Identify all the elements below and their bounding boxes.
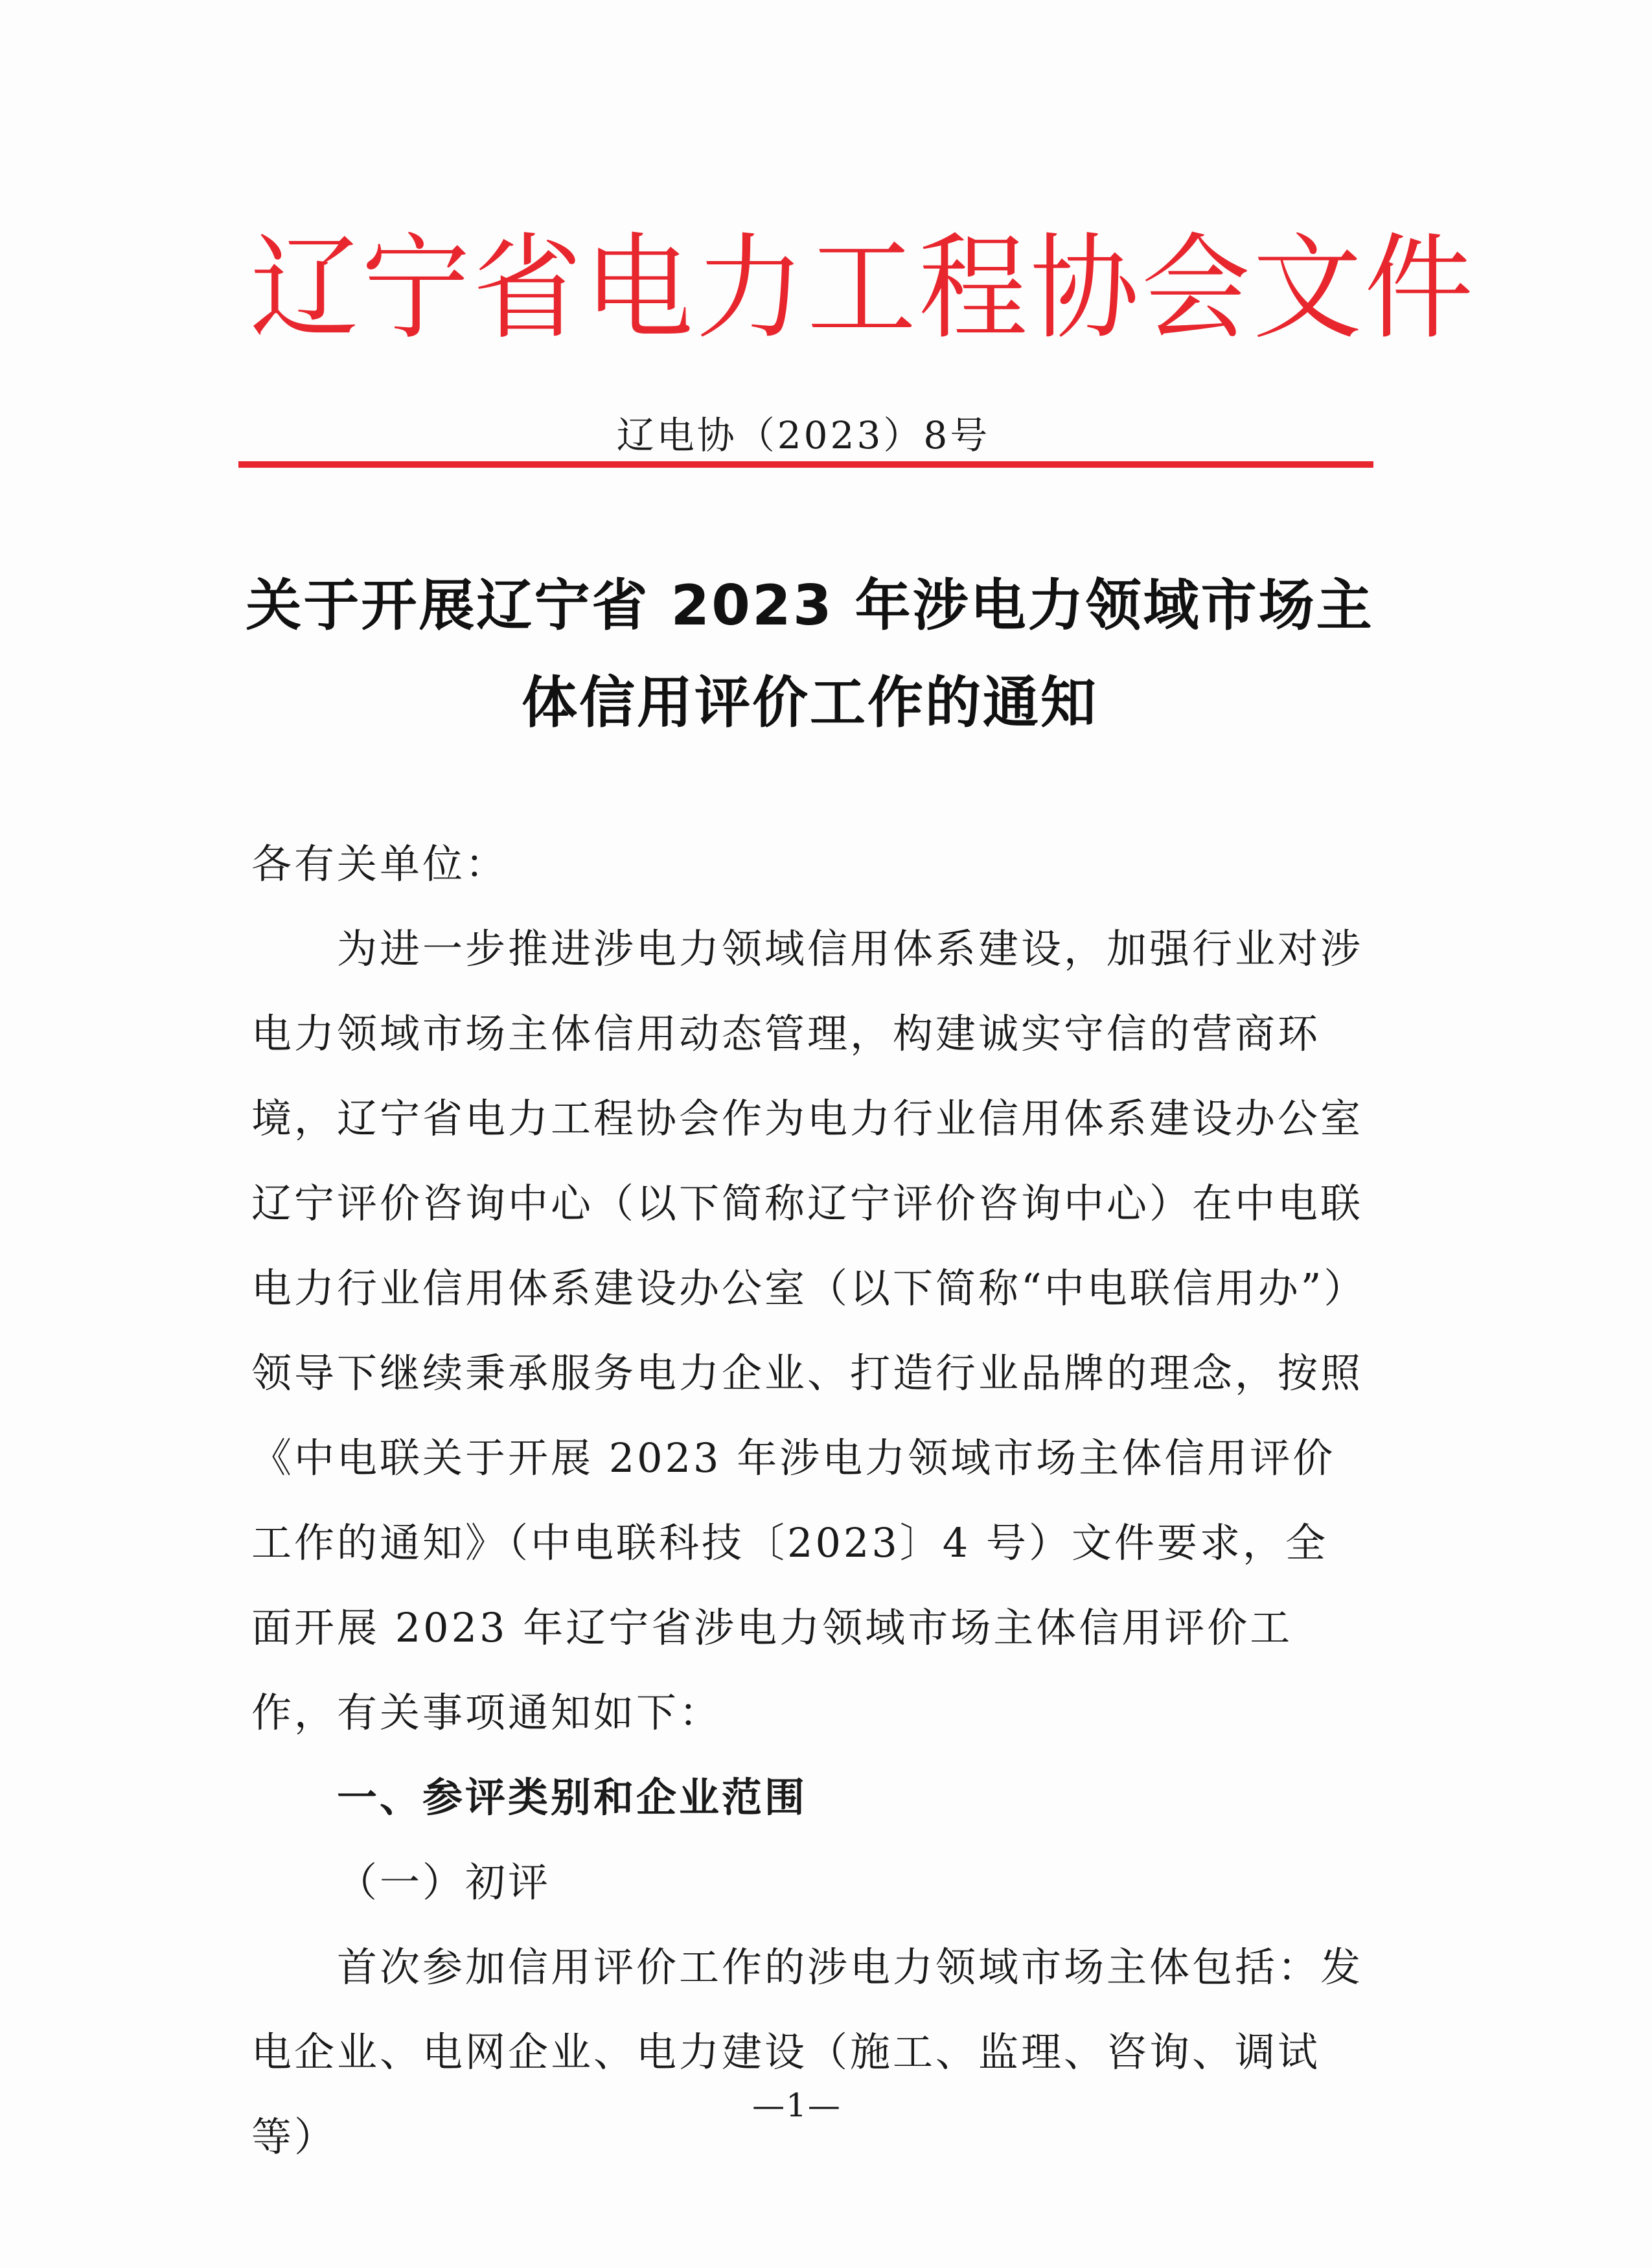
masthead-red-divider bbox=[238, 461, 1373, 468]
body-paragraph-1: 为进一步推进涉电力领域信用体系建设，加强行业对涉电力领域市场主体信用动态管理，构建诚实守信的营商环境，辽宁省电力工程协会作为电力行业信用体系建设办公室辽宁评价咨询中心（以下简称辽宁评价咨询中心）在中电联电力行业信用体系建设办公室（以下简称“中电联信用办”）领导下继续秉承服务电力企业、打造行业品牌的理念，按照《中电联关于开展 2023 年涉电力领域市场主体信用评价工作的通知》（中电联科技〔2023〕4 号）文件要求，全面开展 2023 年辽宁省涉电力领域市场主体信用评价工作，有关事项通知如下： bbox=[251, 925, 1364, 1736]
document-body bbox=[251, 821, 1366, 2179]
title-line-1: 关于开展辽宁省 2023 年涉电力领域市场主 bbox=[246, 573, 1374, 638]
document-title bbox=[194, 557, 1425, 751]
page-number: —1— bbox=[752, 2087, 842, 2124]
subsection-heading-1: （一）初评 bbox=[337, 1859, 551, 1906]
section-heading-1: 一、参评类别和企业范围 bbox=[337, 1774, 808, 1821]
document-number: 辽电协（2023）8号 bbox=[616, 413, 991, 457]
document-masthead: 辽宁省电力工程协会文件 bbox=[250, 222, 1476, 355]
body-paragraph-2: 首次参加信用评价工作的涉电力领域市场主体包括：发电企业、电网企业、电力建设（施工、监理、咨询、调试等） bbox=[251, 1943, 1364, 2160]
title-line-2: 体信用评价工作的通知 bbox=[522, 670, 1098, 735]
salutation: 各有关单位： bbox=[251, 840, 509, 888]
